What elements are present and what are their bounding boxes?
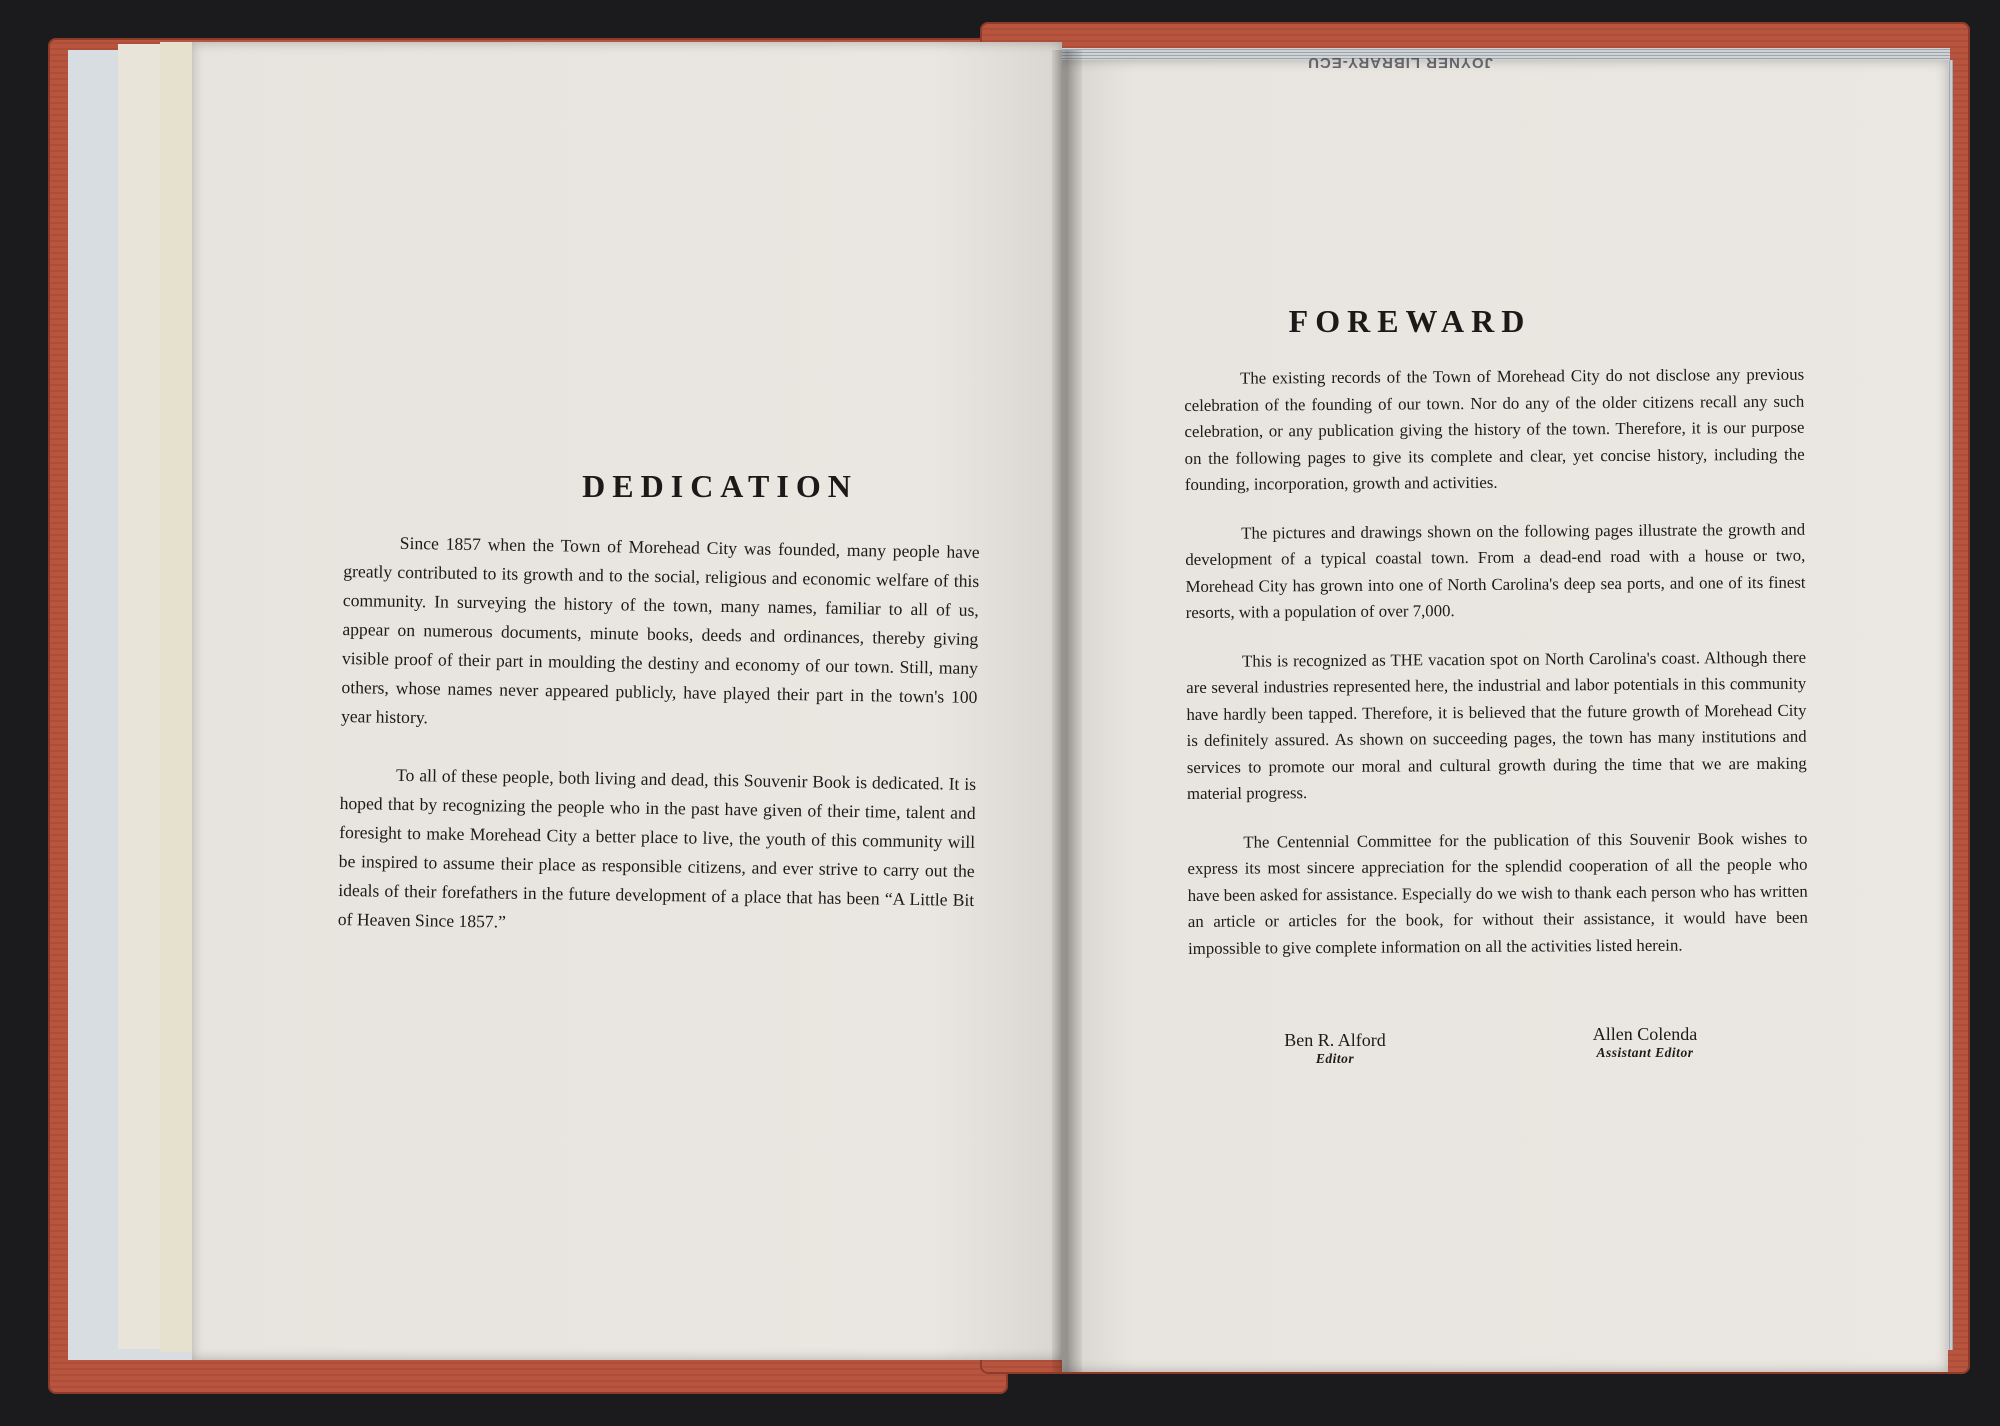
foreward-paragraph: This is recognized as THE vacation spot on North Carolina's coast. Although there are several industries represented here, the industrial and labor potentials in this community have hardly been tapped. Therefore, it is believed that the future growth of Morehead City is definitely assured. As shown on succeeding pages, the town has many institutions and services to promote our moral and cultural growth during the time that we are making material progress. [1186, 647, 1807, 803]
library-stamp: JOYNER LIBRARY-ECU [1307, 54, 1493, 71]
dedication-body [338, 528, 980, 944]
signature-role: Editor [1315, 1051, 1355, 1066]
signature-name: Allen Colenda [1592, 1024, 1698, 1044]
foreward-paragraph: The existing records of the Town of Morehead City do not disclose any previous celebration of the founding of our town. Nor do any of the older citizens recall any such celebration, or any publication giving the history of the town. Therefore, it is our purpose on the following pages to give its complete and clear, yet concise history, including the founding, incorporation, growth and activities. [1184, 364, 1805, 494]
signature-editor [1255, 1030, 1415, 1067]
dedication-title: DEDICATION [582, 468, 858, 504]
signature-role: Assistant Editor [1596, 1045, 1694, 1060]
dedication-paragraph: Since 1857 when the Town of Morehead City was founded, many people have greatly contributed to its growth and to the social, religious and economic welfare of this community. In surveying the history of the town, many names, familiar to all of us, appear on numerous documents, minute books, deeds and ordinances, thereby giving visible proof of their part in moulding the destiny and economy of our town. Still, many others, whose names never appeared publicly, have played their part in the town's 100 year history. [340, 532, 980, 728]
signature-assistant-editor [1560, 1024, 1730, 1061]
foreward-paragraph: The pictures and drawings shown on the following pages illustrate the growth and development of a typical coastal town. From a dead-end road with a house or two, Morehead City has grown into one of North Carolina's deep sea ports, and one of its finest resorts, with a population of over 7,000. [1185, 519, 1806, 622]
book-gutter [1052, 50, 1082, 1372]
dedication-paragraph: To all of these people, both living and dead, this Souvenir Book is dedicated. It is hoped that by recognizing the people who in the past have given of their time, talent and foresight to make Morehead City a better place to live, the youth of this community will be inspired to assume their place as responsible citizens, and ever strive to carry out the ideals of their forefathers in the future development of a place that has been “A Little Bit of Heaven Since 1857.” [337, 764, 977, 932]
foreward-paragraph: The Centennial Committee for the publication of this Souvenir Book wishes to express its most sincere appreciation for the splendid cooperation of all the people who have been asked for assistance. Especially do we wish to thank each person who has written an article or articles for the book, for without their assistance, it would have been impossible to give complete information on all the activities listed herein. [1187, 828, 1808, 958]
foreward-body [1184, 362, 1808, 962]
signature-name: Ben R. Alford [1284, 1030, 1386, 1050]
foreward-title: FOREWARD [1288, 303, 1532, 339]
